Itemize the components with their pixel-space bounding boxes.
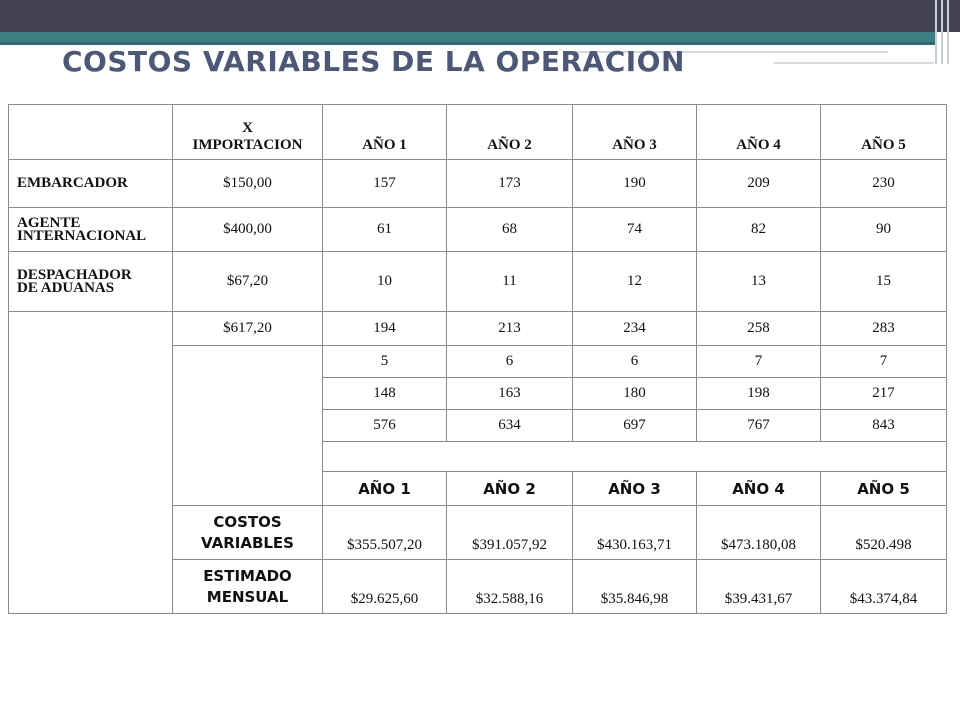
row-label-line: AGENTE <box>17 214 81 231</box>
cell-value: $430.163,71 <box>573 506 697 560</box>
table-row <box>9 252 947 312</box>
cell-value: 173 <box>447 160 573 208</box>
cell-value: $355.507,20 <box>323 506 447 560</box>
table-row <box>9 208 947 252</box>
cell-value: $43.374,84 <box>821 560 947 614</box>
cell-value: 7 <box>697 346 821 378</box>
top-banner <box>0 0 960 32</box>
label-line: COSTOS <box>213 512 282 531</box>
cell-value: 5 <box>323 346 447 378</box>
label-line: ESTIMADO <box>203 566 292 585</box>
cell-value: $391.057,92 <box>447 506 573 560</box>
cell-value: $39.431,67 <box>697 560 821 614</box>
cell-value: 576 <box>323 410 447 442</box>
label-line: MENSUAL <box>206 587 289 606</box>
cell-value: 217 <box>821 378 947 410</box>
unit-cost: $400,00 <box>173 208 323 252</box>
cell-value: $520.498 <box>821 506 947 560</box>
costos-variables-label <box>173 506 323 560</box>
row-label <box>9 208 173 252</box>
summary-year: AÑO 2 <box>447 472 573 506</box>
accent-band <box>0 32 935 42</box>
cell-value: 234 <box>573 312 697 346</box>
cell-value: 6 <box>447 346 573 378</box>
cell-value: 82 <box>697 208 821 252</box>
header-row <box>9 105 947 160</box>
cell-value: 190 <box>573 160 697 208</box>
label-line: VARIABLES <box>201 533 294 552</box>
unit-cost: $150,00 <box>173 160 323 208</box>
cell-value: 697 <box>573 410 697 442</box>
cell-value: 10 <box>323 252 447 312</box>
cell-value: 180 <box>573 378 697 410</box>
cell-value: 163 <box>447 378 573 410</box>
decor-line <box>935 0 937 64</box>
row-label <box>9 252 173 312</box>
header-year: AÑO 3 <box>573 105 697 160</box>
cell-value: $32.588,16 <box>447 560 573 614</box>
costs-table <box>8 104 947 614</box>
cell-value: 68 <box>447 208 573 252</box>
blank-span-cell <box>323 442 947 472</box>
header-year: AÑO 1 <box>323 105 447 160</box>
cell-value: $473.180,08 <box>697 506 821 560</box>
header-empty-cell <box>9 105 173 160</box>
cell-value: 157 <box>323 160 447 208</box>
header-x: X <box>242 120 253 136</box>
summary-year: AÑO 1 <box>323 472 447 506</box>
header-importacion: IMPORTACION <box>192 137 303 153</box>
cell-value: 843 <box>821 410 947 442</box>
summary-year: AÑO 4 <box>697 472 821 506</box>
row-label-line: DESPACHADOR <box>17 266 132 283</box>
cell-value: 61 <box>323 208 447 252</box>
cell-value: 213 <box>447 312 573 346</box>
cell-value: 148 <box>323 378 447 410</box>
header-year: AÑO 5 <box>821 105 947 160</box>
total-row <box>9 312 947 346</box>
row-label: EMBARCADOR <box>9 160 173 208</box>
cell-value: 11 <box>447 252 573 312</box>
header-year: AÑO 2 <box>447 105 573 160</box>
empty-label-block <box>9 312 173 614</box>
cell-value: 230 <box>821 160 947 208</box>
cell-value: 258 <box>697 312 821 346</box>
row-label-line: INTERNACIONAL <box>17 227 147 244</box>
cell-value: 283 <box>821 312 947 346</box>
cell-value: 7 <box>821 346 947 378</box>
table-row <box>9 160 947 208</box>
decor-line <box>947 0 949 64</box>
cell-value: 12 <box>573 252 697 312</box>
empty-unit-block <box>173 346 323 506</box>
summary-year: AÑO 5 <box>821 472 947 506</box>
cell-value: 198 <box>697 378 821 410</box>
unit-total: $617,20 <box>173 312 323 346</box>
decor-line <box>941 0 943 64</box>
row-label-line: DE ADUANAS <box>17 279 115 296</box>
cell-value: 6 <box>573 346 697 378</box>
cell-value: 767 <box>697 410 821 442</box>
decor-rule <box>774 62 934 64</box>
header-year: AÑO 4 <box>697 105 821 160</box>
slide-title: COSTOS VARIABLES DE LA OPERACION <box>62 45 685 78</box>
cell-value: 15 <box>821 252 947 312</box>
summary-year: AÑO 3 <box>573 472 697 506</box>
cell-value: 90 <box>821 208 947 252</box>
header-import-cell <box>173 105 323 160</box>
cell-value: 634 <box>447 410 573 442</box>
estimado-mensual-label <box>173 560 323 614</box>
cell-value: 209 <box>697 160 821 208</box>
cell-value: $35.846,98 <box>573 560 697 614</box>
cell-value: 194 <box>323 312 447 346</box>
cell-value: $29.625,60 <box>323 560 447 614</box>
cell-value: 13 <box>697 252 821 312</box>
cell-value: 74 <box>573 208 697 252</box>
unit-cost: $67,20 <box>173 252 323 312</box>
